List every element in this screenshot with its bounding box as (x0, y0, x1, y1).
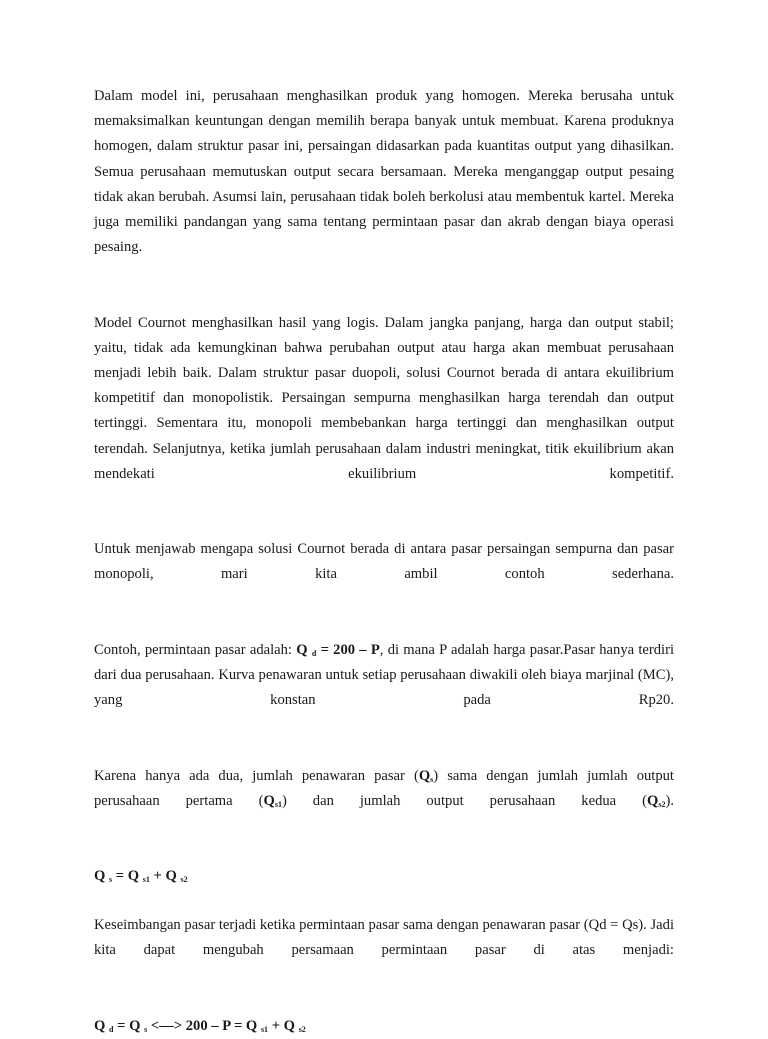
paragraph-supply-sum: Karena hanya ada dua, jumlah penawaran pasar $(Q_s)$ sama dengan jumlah jumlah output perusahaan pertama $(Q_{s1})$ dan jumlah output perusahaan kedua $(Q_{s2})$. (94, 767, 674, 809)
text-span: Contoh, permintaan pasar adalah: (94, 641, 297, 658)
symbol-qs1: $Q_{s1}$ (263, 792, 282, 809)
paragraph-demand-example (94, 638, 674, 739)
equation-equilibrium: Q $_d$ = Q $_s$ <—> 200 – P = Q $_{s1}$ + Q $_{s2}$ (94, 1017, 306, 1034)
equation-supply-sum: Q $_s$ = Q $_{s1}$ + Q $_{s2}$ (94, 868, 188, 885)
document-page (94, 84, 674, 1039)
paragraph-cournot-results: Model Cournot menghasilkan hasil yang logis. Dalam jangka panjang, harga dan output stabil; yaitu, tidak ada kemungkinan bahwa perubahan output atau harga akan membuat perusahaan menjadi lebih baik. Dalam struktur pasar duopoli, solusi Cournot berada di antara ekuilibrium kompetitif dan monopolistik. Persaingan sempurna menghasilkan harga terendah dan output tertinggi. Sementara itu, monopoli membebankan harga tertinggi dan menghasilkan output terendah. Selanjutnya, ketika jumlah perusahaan dalam industri meningkat, titik ekuilibrium akan mendekati ekuilibrium kompetitif. (94, 314, 674, 482)
paragraph-example-intro: Untuk menjawab mengapa solusi Cournot berada di antara pasar persaingan sempurna dan pasar monopoli, mari kita ambil contoh sederhana. (94, 541, 674, 583)
paragraph-cournot-model-intro: Dalam model ini, perusahaan menghasilkan produk yang homogen. Mereka berusaha untuk memaksimalkan keuntungan dengan memilih berapa banyak untuk membuat. Karena produknya homogen, dalam struktur pasar ini, persaingan didasarkan pada kuantitas output yang dihasilkan. Semua perusahaan memutuskan output secara bersamaan. Mereka menganggap output pesaing tidak akan berubah. Asumsi lain, perusahaan tidak boleh berkolusi atau membentuk kartel. Mereka juga memiliki pandangan yang sama tentang permintaan pasar dan akrab dengan biaya operasi pesaing. (94, 88, 674, 256)
symbol-qs: $Q_s$ (418, 767, 434, 784)
text-span: , di mana P adalah harga pasar.Pasar hanya terdiri dari dua perusahaan. Kurva penawaran untuk setiap perusahaan diwakili oleh biaya marjinal (MC), yang konstan pada Rp20. (94, 641, 675, 709)
symbol-qs2: $Q_{s2}$ (646, 792, 666, 809)
demand-equation: Q $_d$ = 200 – P (296, 641, 380, 658)
paragraph-market-equilibrium: Keseimbangan pasar terjadi ketika permintaan pasar sama dengan penawaran pasar (Qd = Qs). Jadi kita dapat mengubah persamaan permintaan pasar di atas menjadi: (94, 917, 674, 959)
